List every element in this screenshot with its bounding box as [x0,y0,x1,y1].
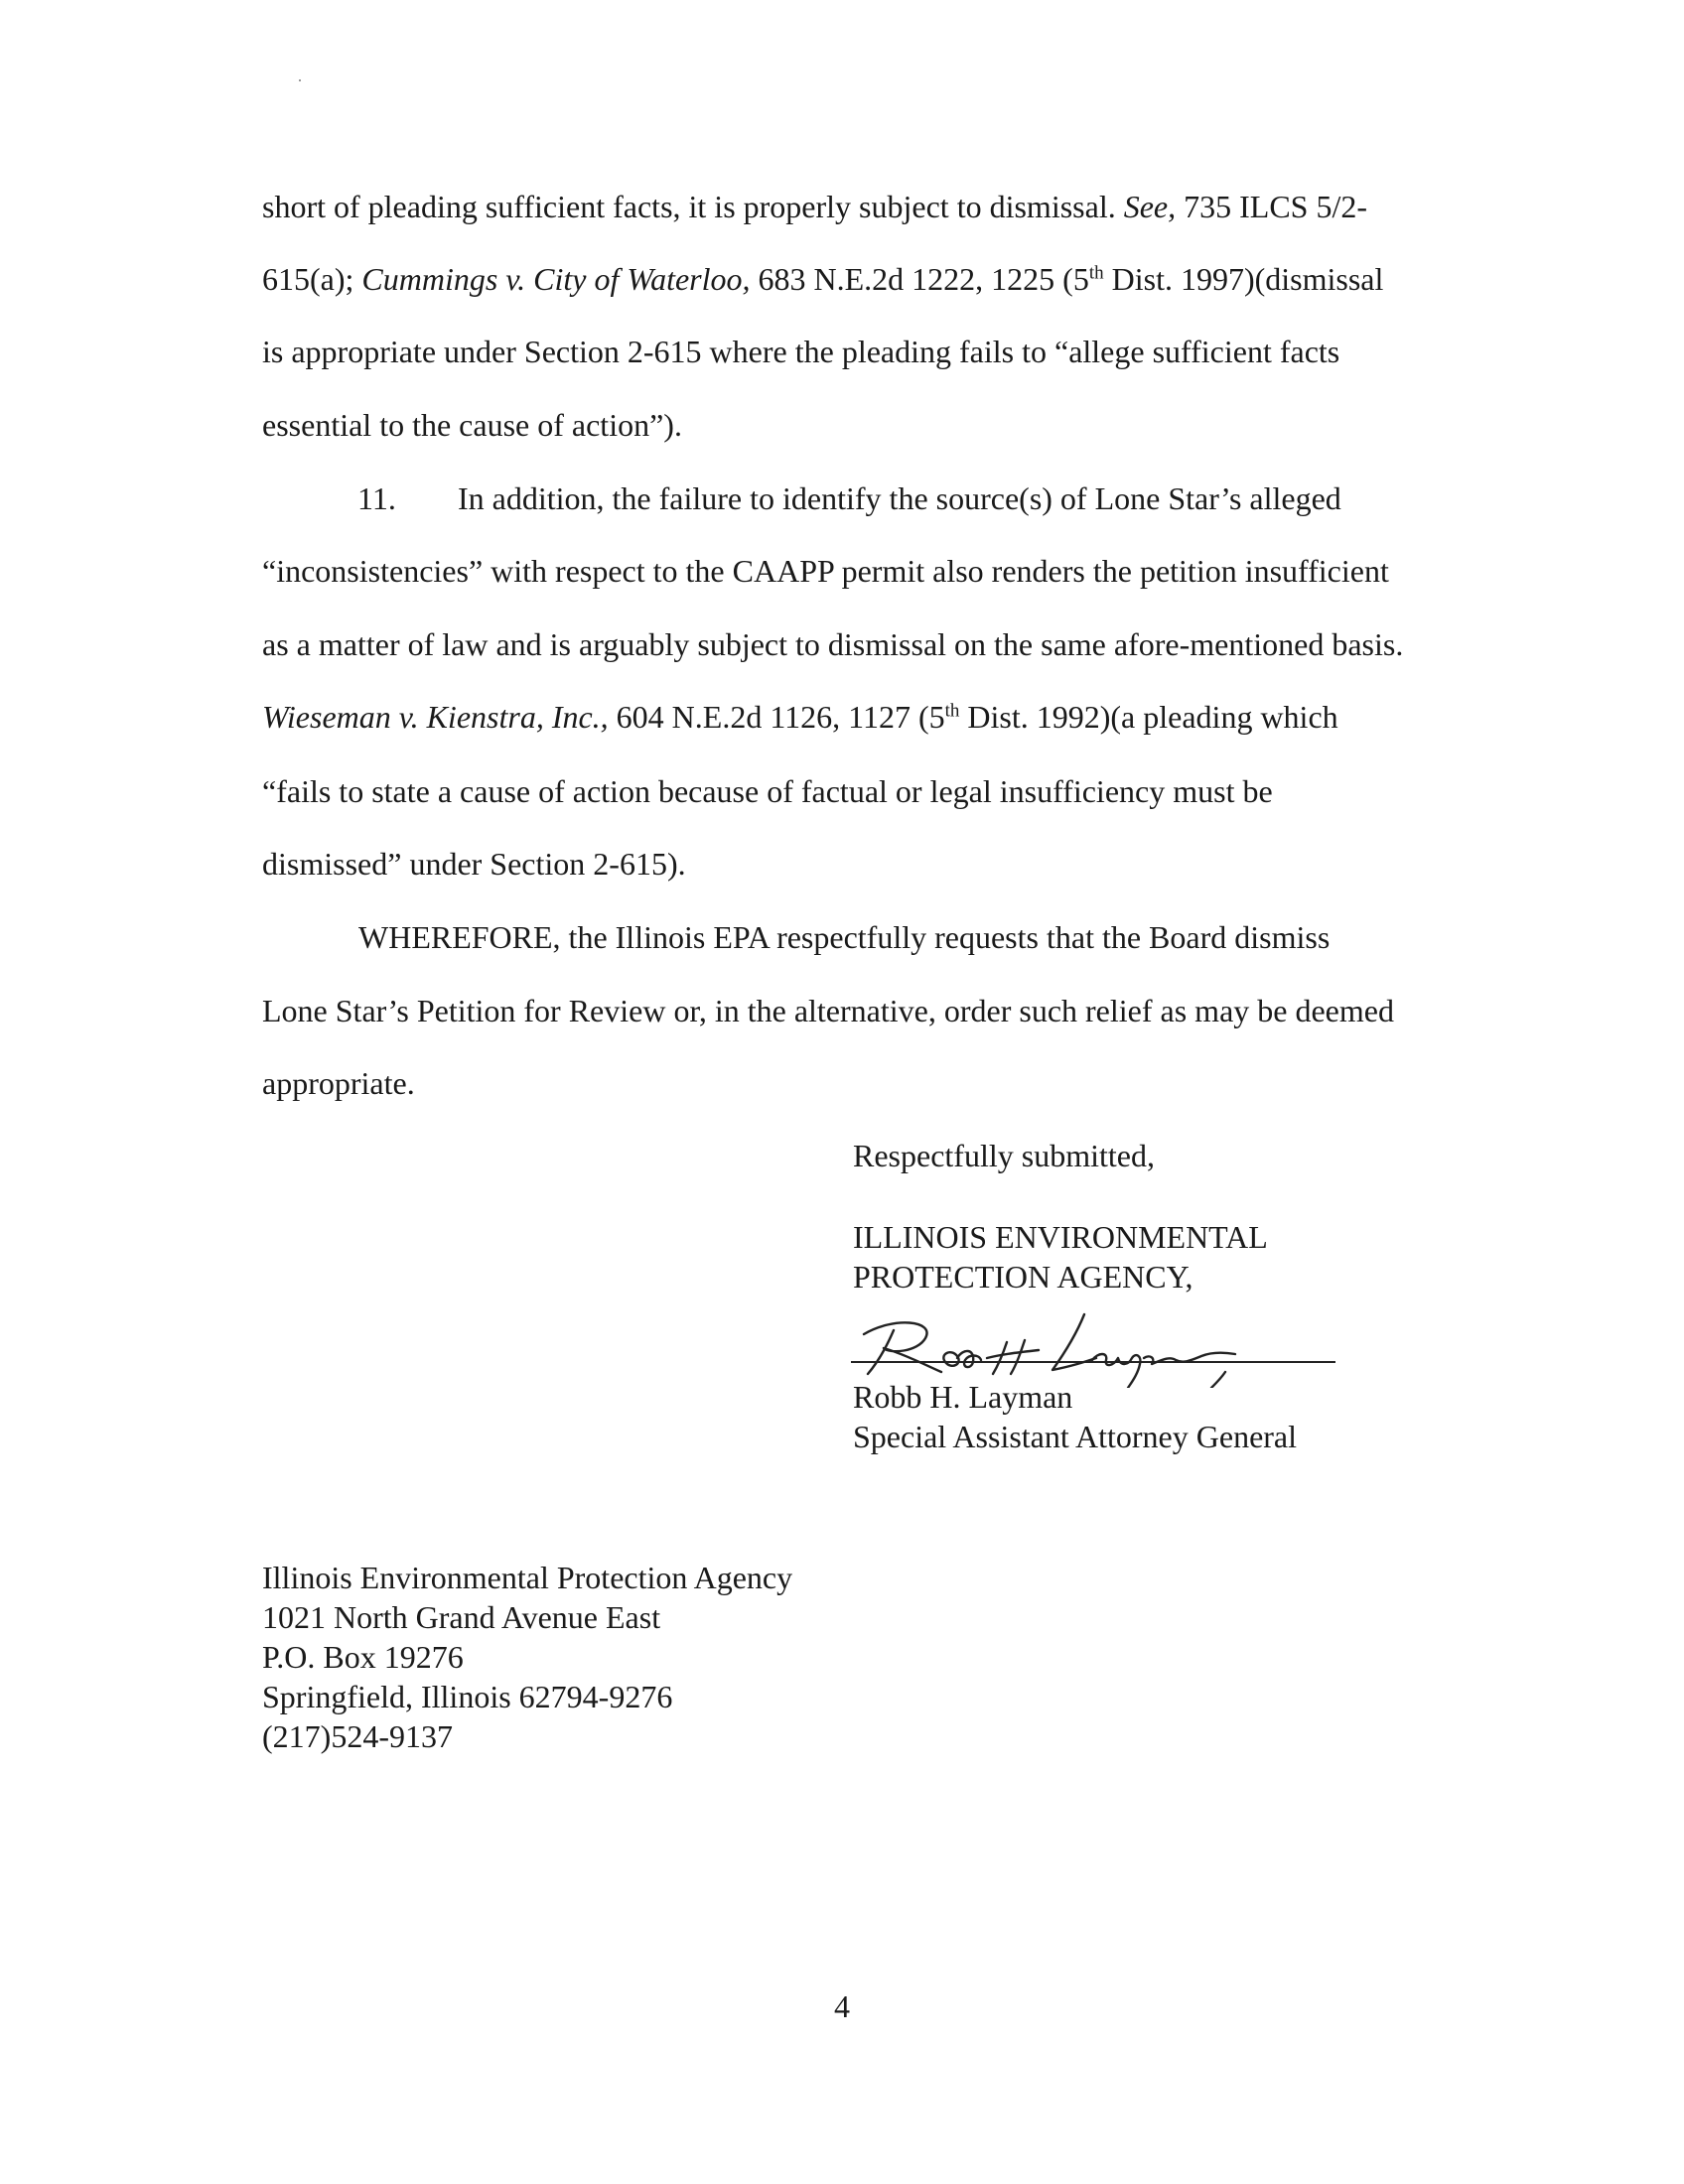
page-number: 4 [834,1988,850,2024]
wherefore-line-3: appropriate. [262,1065,415,1101]
statute-citation: 735 ILCS 5/2- [1176,189,1367,224]
para10-line-1 [262,187,1367,226]
signature-line [851,1361,1335,1363]
scan-speck [299,79,301,81]
para11-line-3: as a matter of law and is arguably subject to dismissal on the same afore-mentioned basis. [262,626,1404,662]
signal-see: See, [1123,189,1177,224]
signer-name: Robb H. Layman [853,1379,1073,1415]
address-line-4: Springfield, Illinois 62794-9276 [262,1679,673,1714]
agency-line-1: ILLINOIS ENVIRONMENTAL [853,1219,1268,1255]
signer-title: Special Assistant Attorney General [853,1419,1298,1454]
wherefore-line-2: Lone Star’s Petition for Review or, in the alternative, order such relief as may be deemed [262,993,1394,1028]
wherefore-line-1: WHEREFORE, the Illinois EPA respectfully requests that the Board dismiss [358,919,1331,955]
para10-line-2 [262,259,1383,299]
para11-line-2: “inconsistencies” with respect to the CAAPP permit also renders the petition insufficient [262,553,1389,589]
para11-line-6: dismissed” under Section 2-615). [262,846,686,882]
handwritten-signature [854,1308,1321,1388]
para10-line-4: essential to the cause of action”). [262,407,682,443]
address-line-5: (217)524-9137 [262,1718,453,1754]
text-run: 615(a); [262,261,362,297]
reporter-citation: 604 N.E.2d 1126, 1127 (5 [608,699,945,735]
para11-line-1: In addition, the failure to identify the source(s) of Lone Star’s alleged [458,480,1341,516]
agency-block [853,1217,1268,1297]
case-name: Cummings v. City of Waterloo, [361,261,751,297]
text-run: Dist. 1997)(dismissal [1103,261,1384,297]
address-line-1: Illinois Environmental Protection Agency [262,1560,793,1595]
para11-number: 11. [357,480,396,516]
text-run: short of pleading sufficient facts, it is properly subject to dismissal. [262,189,1124,224]
closing-salutation: Respectfully submitted, [853,1138,1155,1173]
case-name: Wieseman v. Kienstra, Inc., [262,699,609,735]
address-line-2: 1021 North Grand Avenue East [262,1599,661,1635]
para11-line-5: “fails to state a cause of action because of factual or legal insufficiency must be [262,773,1273,809]
para11-line-4 [262,697,1338,737]
agency-line-2: PROTECTION AGENCY, [853,1259,1193,1295]
para10-line-3: is appropriate under Section 2-615 where the pleading fails to “allege sufficient facts [262,334,1340,369]
text-run: Dist. 1992)(a pleading which [959,699,1338,735]
address-line-3: P.O. Box 19276 [262,1639,464,1675]
reporter-citation: 683 N.E.2d 1222, 1225 (5 [750,261,1089,297]
address-block [262,1558,792,1756]
signer-block [853,1377,1297,1456]
ordinal-superscript: th [1088,262,1104,284]
ordinal-superscript: th [944,700,960,722]
